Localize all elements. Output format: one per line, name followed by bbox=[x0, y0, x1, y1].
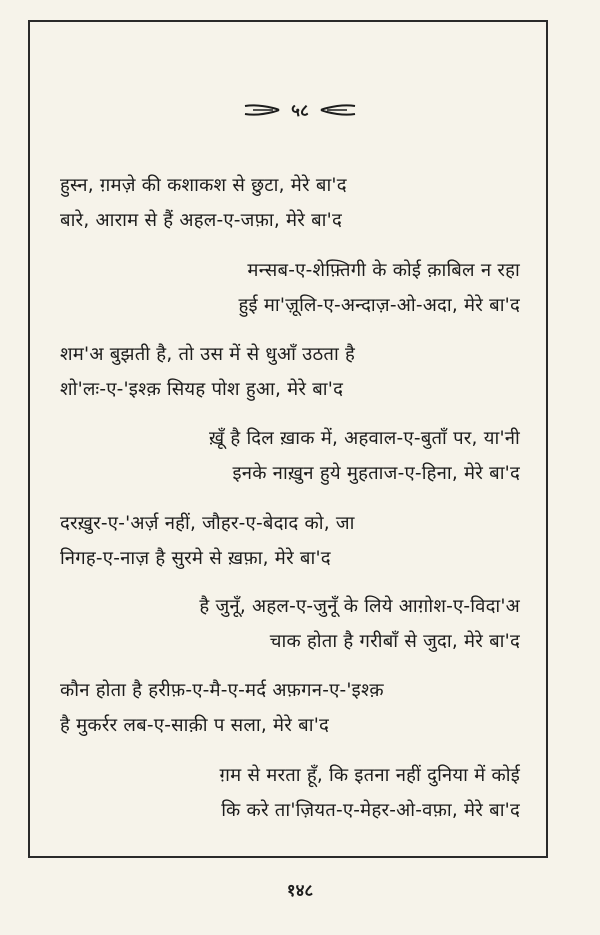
couplet-6 bbox=[199, 589, 520, 659]
verse-line: बारे, आराम से हैं अहल-ए-जफ़ा, मेरे बा'द bbox=[60, 210, 342, 231]
couplet-2 bbox=[238, 253, 520, 323]
couplet-7 bbox=[60, 673, 384, 743]
couplet-8 bbox=[219, 758, 520, 828]
couplet-3 bbox=[60, 337, 355, 407]
verse-line: निगह-ए-नाज़ है सुरमे से ख़फ़ा, मेरे बा'द bbox=[60, 548, 331, 569]
verse-line: शम'अ बुझती है, तो उस में से धुआँ उठता है bbox=[60, 344, 356, 365]
verse-line: है मुकर्रर लब-ए-साक़ी प सला, मेरे बा'द bbox=[60, 715, 330, 736]
verse-line: शो'लः-ए-'इश्क़ सियह पोश हुआ, मेरे बा'द bbox=[60, 379, 344, 400]
left-ornament-icon bbox=[243, 102, 281, 118]
couplet-4 bbox=[209, 421, 520, 491]
page-number: १४८ bbox=[286, 881, 314, 901]
right-ornament-icon bbox=[319, 102, 357, 118]
verse-line: ख़ूँ है दिल ख़ाक में, अहवाल-ए-बुताँ पर, या'नी bbox=[208, 428, 520, 449]
couplet-5 bbox=[60, 506, 355, 576]
couplet-1 bbox=[60, 168, 347, 238]
page-header bbox=[0, 98, 600, 121]
verse-line: कौन होता है हरीफ़-ए-मै-ए-मर्द अफ़गन-ए-'इश्क़ bbox=[60, 680, 384, 701]
header-number: ५८ bbox=[291, 101, 309, 121]
verse-line: है जुनूँ, अहल-ए-जुनूँ के लिये आग़ोश-ए-विदा'अ bbox=[199, 596, 520, 617]
verse-line: मन्सब-ए-शेफ़्तिगी के कोई क़ाबिल न रहा bbox=[247, 260, 520, 281]
verse-line: कि करे ता'ज़ियत-ए-मेहर-ओ-वफ़ा, मेरे बा'द bbox=[221, 800, 520, 821]
verse-line: इनके नाख़ुन हुये मुहताज-ए-हिना, मेरे बा'द bbox=[232, 463, 520, 484]
verse-line: दरख़ुर-ए-'अर्ज़ नहीं, जौहर-ए-बेदाद को, जा bbox=[60, 513, 355, 534]
verse-line: ग़म से मरता हूँ, कि इतना नहीं दुनिया में कोई bbox=[219, 765, 520, 786]
verse-line: हुई मा'ज़ूलि-ए-अन्दाज़-ओ-अदा, मेरे बा'द bbox=[238, 295, 520, 316]
verse-line: हुस्न, ग़मज़े की कशाकश से छुटा, मेरे बा'द bbox=[60, 175, 347, 196]
verse-line: चाक होता है गरीबाँ से जुदा, मेरे बा'द bbox=[269, 631, 520, 652]
